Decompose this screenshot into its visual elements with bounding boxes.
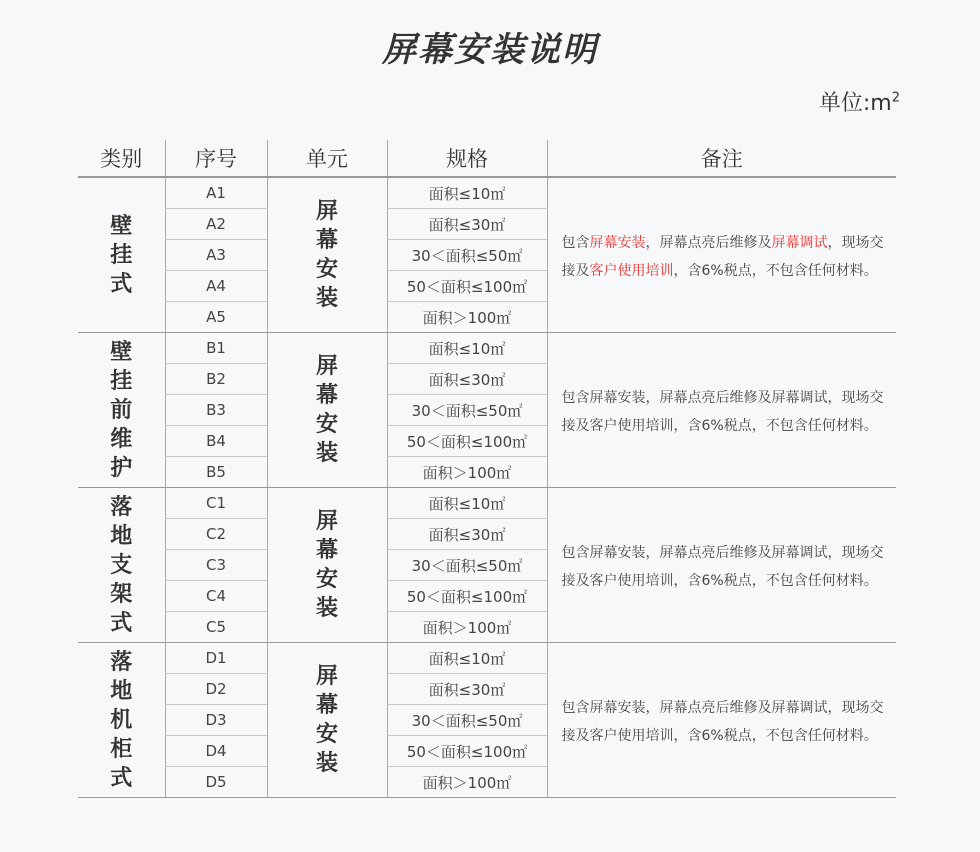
seq-cell: B1: [165, 333, 267, 364]
table-row: [78, 488, 896, 519]
spec-cell: 面积＞100㎡: [387, 457, 547, 488]
spec-cell: 面积≤10㎡: [387, 177, 547, 209]
seq-cell: B3: [165, 395, 267, 426]
spec-cell: 30＜面积≤50㎡: [387, 395, 547, 426]
note-segment: ，屏幕点亮后维修及: [645, 235, 772, 251]
note-text: 包含屏幕安装，屏幕点亮后维修及屏幕调试，现场交接及客户使用培训，含6%税点，不包含任何材料。: [561, 390, 884, 434]
spec-cell: 面积≤10㎡: [387, 333, 547, 364]
seq-cell: A4: [165, 271, 267, 302]
seq-cell: B4: [165, 426, 267, 457]
spec-cell: 面积≤10㎡: [387, 488, 547, 519]
seq-cell: A5: [165, 302, 267, 333]
spec-cell: 面积≤30㎡: [387, 519, 547, 550]
seq-cell: C1: [165, 488, 267, 519]
unit-cell-label: 屏幕安装: [315, 509, 338, 621]
install-price-table: [78, 140, 896, 798]
unit-cell-label: 屏幕安装: [315, 199, 338, 311]
note-text: 包含屏幕安装，屏幕点亮后维修及屏幕调试，现场交接及客户使用培训，含6%税点，不包含任何材料。: [561, 700, 884, 744]
unit-text: 单位:m: [818, 91, 892, 116]
note-segment: ，现场交接及: [561, 235, 884, 279]
seq-cell: A2: [165, 209, 267, 240]
seq-cell: D4: [165, 736, 267, 767]
note-text: 包含屏幕安装，屏幕点亮后维修及屏幕调试，现场交接及客户使用培训，含6%税点，不包含任何材料。: [561, 545, 884, 589]
note-text: [548, 225, 897, 285]
spec-cell: 面积≤30㎡: [387, 674, 547, 705]
unit-cell: [267, 643, 387, 798]
unit-cell-label: 屏幕安装: [315, 664, 338, 776]
unit-label: [819, 86, 900, 117]
category-cell: [78, 643, 165, 798]
note-highlight: 屏幕安装: [589, 235, 646, 251]
unit-cell-label: 屏幕安装: [315, 354, 338, 466]
seq-cell: C4: [165, 581, 267, 612]
spec-cell: 面积≤10㎡: [387, 643, 547, 674]
category-label: 壁挂前维护: [110, 339, 133, 481]
spec-cell: 30＜面积≤50㎡: [387, 550, 547, 581]
header-seq: 序号: [165, 140, 267, 177]
header-spec: 规格: [387, 140, 547, 177]
note-cell: [547, 643, 896, 798]
seq-cell: D2: [165, 674, 267, 705]
spec-cell: 面积≤30㎡: [387, 364, 547, 395]
seq-cell: B5: [165, 457, 267, 488]
unit-cell: [267, 177, 387, 333]
header-category: 类别: [78, 140, 165, 177]
seq-cell: A3: [165, 240, 267, 271]
note-cell: [547, 488, 896, 643]
page-title: 屏幕安装说明: [382, 30, 598, 70]
table-row: [78, 333, 896, 364]
note-segment: 包含: [561, 235, 590, 251]
spec-cell: 50＜面积≤100㎡: [387, 581, 547, 612]
header-note: 备注: [547, 140, 896, 177]
note-highlight: 客户使用培训: [589, 263, 674, 279]
category-cell: [78, 177, 165, 333]
seq-cell: C2: [165, 519, 267, 550]
unit-superscript: 2: [891, 90, 900, 106]
header-unit: 单元: [267, 140, 387, 177]
category-label: 落地机柜式: [110, 649, 133, 791]
table-header-row: [78, 140, 896, 177]
spec-cell: 面积＞100㎡: [387, 302, 547, 333]
note-highlight: 屏幕调试: [771, 235, 828, 251]
spec-cell: 50＜面积≤100㎡: [387, 426, 547, 457]
seq-cell: D3: [165, 705, 267, 736]
table-row: [78, 177, 896, 209]
seq-cell: D5: [165, 767, 267, 798]
unit-cell: [267, 488, 387, 643]
seq-cell: D1: [165, 643, 267, 674]
seq-cell: B2: [165, 364, 267, 395]
seq-cell: A1: [165, 177, 267, 209]
category-cell: [78, 488, 165, 643]
note-cell: [547, 333, 896, 488]
unit-cell: [267, 333, 387, 488]
spec-cell: 50＜面积≤100㎡: [387, 736, 547, 767]
spec-cell: 30＜面积≤50㎡: [387, 705, 547, 736]
table-body: [78, 177, 896, 798]
category-label: 落地支架式: [110, 494, 133, 636]
category-label: 壁挂式: [110, 213, 133, 297]
spec-cell: 30＜面积≤50㎡: [387, 240, 547, 271]
note-cell: [547, 177, 896, 333]
spec-cell: 面积＞100㎡: [387, 612, 547, 643]
seq-cell: C5: [165, 612, 267, 643]
spec-cell: 面积＞100㎡: [387, 767, 547, 798]
seq-cell: C3: [165, 550, 267, 581]
table-row: [78, 643, 896, 674]
note-segment: ，含6%税点，不包含任何材料。: [673, 263, 878, 279]
spec-cell: 面积≤30㎡: [387, 209, 547, 240]
category-cell: [78, 333, 165, 488]
spec-cell: 50＜面积≤100㎡: [387, 271, 547, 302]
